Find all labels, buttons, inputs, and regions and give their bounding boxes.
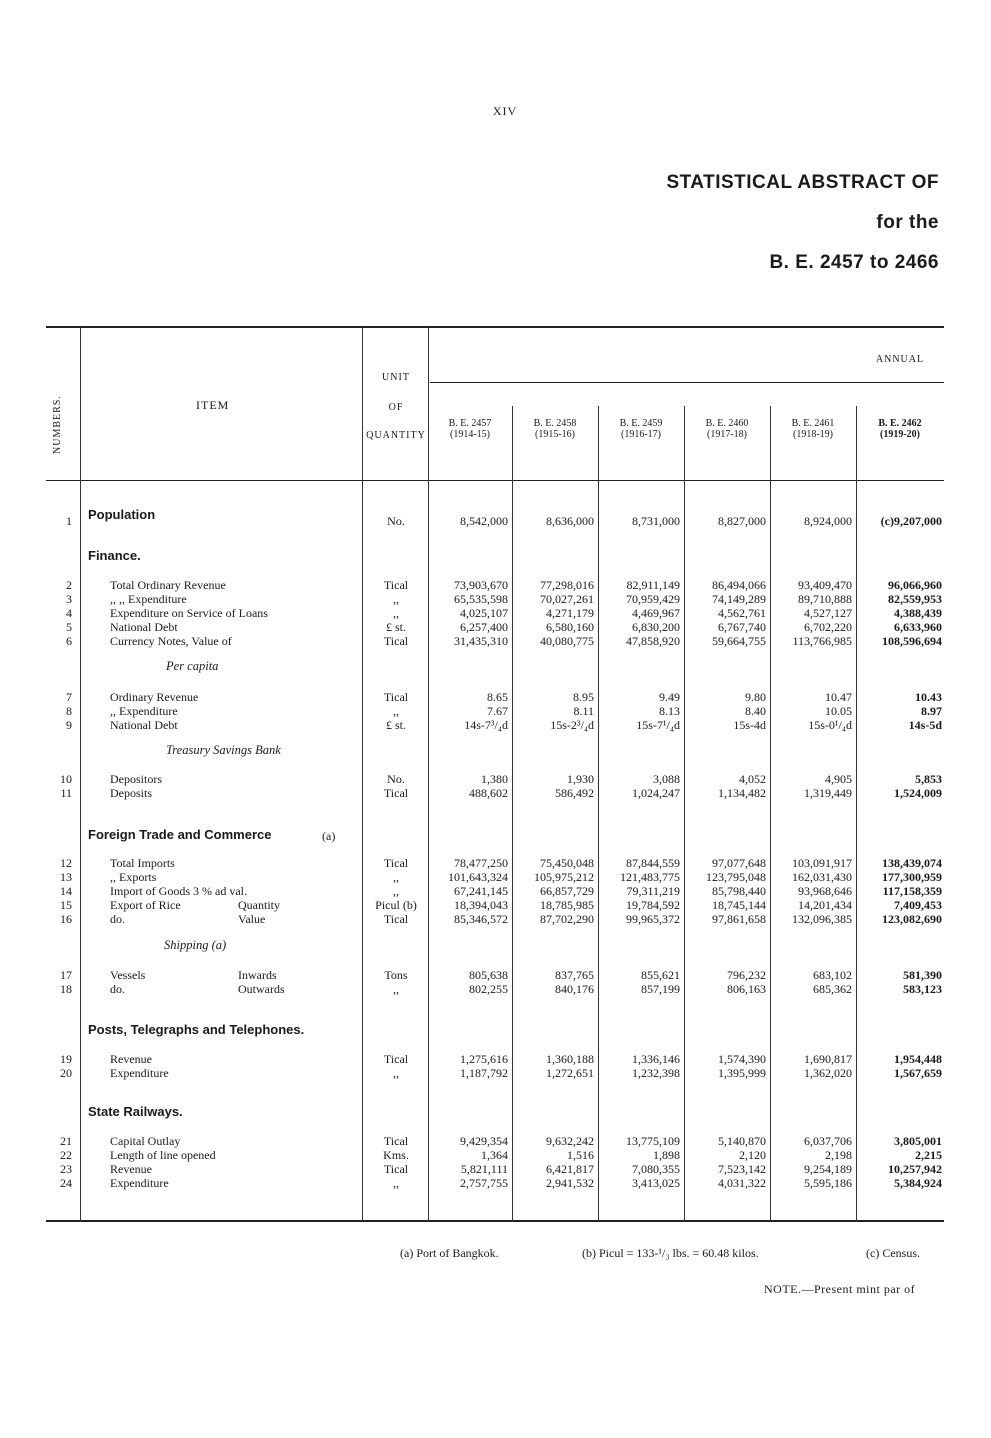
table-row bbox=[46, 870, 944, 884]
row-value: 2,757,755 bbox=[460, 1176, 508, 1190]
row-item: Currency Notes, Value of bbox=[110, 634, 232, 648]
year-ce: (1918-19) bbox=[793, 429, 833, 440]
section-per-capita: Per capita bbox=[166, 659, 219, 673]
row-value: 4,527,127 bbox=[804, 606, 852, 620]
row-value: 855,621 bbox=[641, 968, 680, 982]
row-item: ,, ,, Expenditure bbox=[110, 592, 187, 606]
row-number: 24 bbox=[60, 1176, 72, 1190]
table-row bbox=[46, 856, 944, 870]
row-value: 5,821,111 bbox=[460, 1162, 508, 1176]
row-value: 802,255 bbox=[469, 982, 508, 996]
table-row bbox=[46, 772, 944, 786]
row-unit: ,, bbox=[393, 884, 399, 898]
row-value: 15s-2³/₄d bbox=[550, 718, 594, 732]
row-item: Depositors bbox=[110, 772, 162, 786]
row-unit: Tical bbox=[383, 578, 409, 592]
row-item: Expenditure bbox=[110, 1066, 169, 1080]
year-header-2460 bbox=[686, 418, 768, 440]
row-number: 18 bbox=[60, 982, 72, 996]
row-value: 1,364 bbox=[481, 1148, 508, 1162]
row-number: 15 bbox=[60, 898, 72, 912]
row-value: 5,384,924 bbox=[894, 1176, 942, 1190]
row-item: Total Ordinary Revenue bbox=[110, 578, 226, 592]
year-be: B. E. 2462 bbox=[878, 418, 922, 429]
row-value: 13,775,109 bbox=[626, 1134, 680, 1148]
row-value: 1,232,398 bbox=[632, 1066, 680, 1080]
row-number: 4 bbox=[66, 606, 72, 620]
row-value: 1,272,651 bbox=[546, 1066, 594, 1080]
row-value: 9.49 bbox=[659, 690, 680, 704]
row-value: 89,710,888 bbox=[798, 592, 852, 606]
row-value: 103,091,917 bbox=[792, 856, 852, 870]
row-value: 1,319,449 bbox=[804, 786, 852, 800]
table-row bbox=[46, 1176, 944, 1190]
row-item-qualifier: Quantity bbox=[238, 898, 280, 912]
row-unit: Kms. bbox=[383, 1148, 409, 1162]
year-ce: (1919-20) bbox=[880, 429, 920, 440]
row-item: Revenue bbox=[110, 1052, 152, 1066]
row-value: 82,559,953 bbox=[888, 592, 942, 606]
row-value: 857,199 bbox=[641, 982, 680, 996]
row-value: 4,562,761 bbox=[718, 606, 766, 620]
row-value: 8.11 bbox=[573, 704, 594, 718]
row-value: 4,469,967 bbox=[632, 606, 680, 620]
row-value: 15s-0¹/₄d bbox=[808, 718, 852, 732]
row-value: 14s-5d bbox=[908, 718, 942, 732]
row-unit: Tical bbox=[383, 786, 409, 800]
row-value: 1,380 bbox=[481, 772, 508, 786]
col-rule bbox=[684, 406, 685, 1222]
row-value: 8.97 bbox=[921, 704, 942, 718]
row-number: 22 bbox=[60, 1148, 72, 1162]
row-value: 2,215 bbox=[915, 1148, 942, 1162]
row-value: 1,360,188 bbox=[546, 1052, 594, 1066]
row-value: 1,275,616 bbox=[460, 1052, 508, 1066]
row-number: 10 bbox=[60, 772, 72, 786]
row-value: 66,857,729 bbox=[540, 884, 594, 898]
row-item: ,, Exports bbox=[110, 870, 157, 884]
row-value: 685,362 bbox=[813, 982, 852, 996]
row-value: 19,784,592 bbox=[626, 898, 680, 912]
row-value: 10,257,942 bbox=[888, 1162, 942, 1176]
row-unit: Tons bbox=[384, 968, 408, 982]
section-population: Population bbox=[88, 507, 156, 522]
section-foreign-trade: Foreign Trade and Commerce bbox=[88, 827, 272, 842]
row-value: 6,702,220 bbox=[804, 620, 852, 634]
row-number: 7 bbox=[66, 690, 72, 704]
row-number: 20 bbox=[60, 1066, 72, 1080]
row-value: (c)9,207,000 bbox=[880, 514, 942, 528]
row-number: 12 bbox=[60, 856, 72, 870]
year-be: B. E. 2461 bbox=[791, 418, 835, 429]
table-row bbox=[46, 1066, 944, 1080]
year-be: B. E. 2458 bbox=[533, 418, 577, 429]
row-value: 806,163 bbox=[727, 982, 766, 996]
row-value: 177,300,959 bbox=[882, 870, 942, 884]
row-unit: £ st. bbox=[385, 718, 406, 732]
row-value: 18,745,144 bbox=[712, 898, 766, 912]
row-unit: ,, bbox=[393, 870, 399, 884]
row-value: 15s-4d bbox=[733, 718, 766, 732]
row-value: 1,954,448 bbox=[894, 1052, 942, 1066]
row-value: 40,080,775 bbox=[540, 634, 594, 648]
row-item: Expenditure on Service of Loans bbox=[110, 606, 268, 620]
row-value: 8.65 bbox=[487, 690, 508, 704]
row-value: 1,516 bbox=[567, 1148, 594, 1162]
row-item: Expenditure bbox=[110, 1176, 169, 1190]
unit-header-1: UNIT bbox=[382, 372, 410, 383]
row-item: Total Imports bbox=[110, 856, 175, 870]
row-value: 6,633,960 bbox=[894, 620, 942, 634]
row-item: Deposits bbox=[110, 786, 152, 800]
title-line-2: for the bbox=[876, 212, 939, 233]
row-unit: ,, bbox=[393, 592, 399, 606]
row-value: 1,134,482 bbox=[718, 786, 766, 800]
row-number: 19 bbox=[60, 1052, 72, 1066]
row-number: 17 bbox=[60, 968, 72, 982]
row-value: 5,595,186 bbox=[804, 1176, 852, 1190]
annual-header: ANNUAL bbox=[875, 354, 925, 365]
row-number: 8 bbox=[66, 704, 72, 718]
row-unit: No. bbox=[387, 514, 405, 528]
row-value: 108,596,694 bbox=[882, 634, 942, 648]
row-value: 488,602 bbox=[469, 786, 508, 800]
row-value: 70,959,429 bbox=[626, 592, 680, 606]
row-number: 9 bbox=[66, 718, 72, 732]
row-item: Vessels bbox=[110, 968, 146, 982]
footnote-c: (c) Census. bbox=[866, 1246, 920, 1260]
row-value: 2,941,532 bbox=[546, 1176, 594, 1190]
row-unit: Tical bbox=[383, 690, 409, 704]
row-value: 67,241,145 bbox=[454, 884, 508, 898]
row-item: Capital Outlay bbox=[110, 1134, 181, 1148]
table-row bbox=[46, 606, 944, 620]
row-value: 1,395,999 bbox=[718, 1066, 766, 1080]
row-item: do. bbox=[110, 982, 125, 996]
row-value: 10.43 bbox=[915, 690, 942, 704]
table-row bbox=[46, 514, 944, 528]
row-value: 85,798,440 bbox=[712, 884, 766, 898]
row-value: 79,311,219 bbox=[626, 884, 680, 898]
item-header: ITEM bbox=[196, 398, 230, 412]
row-value: 7.67 bbox=[487, 704, 508, 718]
row-value: 87,702,290 bbox=[540, 912, 594, 926]
row-value: 8,636,000 bbox=[546, 514, 594, 528]
row-unit: ,, bbox=[393, 982, 399, 996]
row-number: 16 bbox=[60, 912, 72, 926]
row-unit: Tical bbox=[383, 912, 409, 926]
row-value: 8,827,000 bbox=[718, 514, 766, 528]
year-be: B. E. 2459 bbox=[619, 418, 663, 429]
row-value: 117,158,359 bbox=[882, 884, 942, 898]
row-value: 73,903,670 bbox=[454, 578, 508, 592]
row-item: Export of Rice bbox=[110, 898, 181, 912]
row-number: 14 bbox=[60, 884, 72, 898]
row-value: 1,362,020 bbox=[804, 1066, 852, 1080]
row-value: 93,968,646 bbox=[798, 884, 852, 898]
row-value: 796,232 bbox=[727, 968, 766, 982]
row-number: 3 bbox=[66, 592, 72, 606]
row-value: 97,861,658 bbox=[712, 912, 766, 926]
row-value: 9.80 bbox=[745, 690, 766, 704]
row-value: 805,638 bbox=[469, 968, 508, 982]
row-value: 18,785,985 bbox=[540, 898, 594, 912]
row-value: 65,535,598 bbox=[454, 592, 508, 606]
row-unit: Picul (b) bbox=[375, 898, 417, 912]
row-value: 87,844,559 bbox=[626, 856, 680, 870]
col-rule bbox=[856, 406, 857, 1222]
foreign-trade-note: (a) bbox=[322, 829, 336, 843]
row-value: 7,080,355 bbox=[632, 1162, 680, 1176]
row-value: 1,567,659 bbox=[894, 1066, 942, 1080]
row-value: 93,409,470 bbox=[798, 578, 852, 592]
col-rule bbox=[512, 406, 513, 1222]
page-title bbox=[666, 172, 939, 274]
row-item: National Debt bbox=[110, 718, 178, 732]
row-unit: Tical bbox=[383, 1052, 409, 1066]
row-value: 82,911,149 bbox=[626, 578, 680, 592]
row-value: 138,439,074 bbox=[882, 856, 942, 870]
footnote-note: NOTE.—Present mint par of bbox=[764, 1282, 916, 1296]
row-value: 14s-7³/₄d bbox=[464, 718, 508, 732]
title-line-3: B. E. 2457 to 2466 bbox=[769, 252, 939, 273]
row-value: 14,201,434 bbox=[798, 898, 852, 912]
row-unit: ,, bbox=[393, 1176, 399, 1190]
unit-header-2: OF bbox=[388, 402, 404, 413]
table-row bbox=[46, 718, 944, 732]
row-unit: No. bbox=[387, 772, 405, 786]
row-value: 6,767,740 bbox=[718, 620, 766, 634]
row-value: 3,088 bbox=[653, 772, 680, 786]
row-unit: Tical bbox=[383, 856, 409, 870]
table-row bbox=[46, 704, 944, 718]
section-finance: Finance. bbox=[88, 548, 141, 563]
row-value: 586,492 bbox=[555, 786, 594, 800]
col-rule bbox=[770, 406, 771, 1222]
year-header-2459 bbox=[600, 418, 682, 440]
row-value: 6,580,160 bbox=[546, 620, 594, 634]
row-value: 7,523,142 bbox=[718, 1162, 766, 1176]
row-value: 8,731,000 bbox=[632, 514, 680, 528]
row-unit: Tical bbox=[383, 1162, 409, 1176]
row-unit: ,, bbox=[393, 606, 399, 620]
row-value: 8.95 bbox=[573, 690, 594, 704]
annual-rule bbox=[430, 382, 944, 383]
row-value: 86,494,066 bbox=[712, 578, 766, 592]
row-value: 6,421,817 bbox=[546, 1162, 594, 1176]
table-row bbox=[46, 912, 944, 926]
row-value: 7,409,453 bbox=[894, 898, 942, 912]
row-value: 31,435,310 bbox=[454, 634, 508, 648]
col-rule bbox=[598, 406, 599, 1222]
row-item: Length of line opened bbox=[110, 1148, 216, 1162]
row-value: 6,830,200 bbox=[632, 620, 680, 634]
numbers-header: NUMBERS. bbox=[52, 395, 63, 454]
row-value: 8,542,000 bbox=[460, 514, 508, 528]
table-row bbox=[46, 884, 944, 898]
row-value: 78,477,250 bbox=[454, 856, 508, 870]
row-value: 123,082,690 bbox=[882, 912, 942, 926]
row-value: 70,027,261 bbox=[540, 592, 594, 606]
row-value: 1,930 bbox=[567, 772, 594, 786]
row-value: 18,394,043 bbox=[454, 898, 508, 912]
row-value: 99,965,372 bbox=[626, 912, 680, 926]
row-value: 1,024,247 bbox=[632, 786, 680, 800]
row-unit: Tical bbox=[383, 1134, 409, 1148]
row-value: 74,149,289 bbox=[712, 592, 766, 606]
table-row bbox=[46, 592, 944, 606]
row-value: 97,077,648 bbox=[712, 856, 766, 870]
row-number: 23 bbox=[60, 1162, 72, 1176]
table-row bbox=[46, 982, 944, 996]
year-ce: (1917-18) bbox=[707, 429, 747, 440]
row-value: 85,346,572 bbox=[454, 912, 508, 926]
year-header-2461 bbox=[772, 418, 854, 440]
row-value: 113,766,985 bbox=[792, 634, 852, 648]
year-ce: (1915-16) bbox=[535, 429, 575, 440]
row-value: 2,120 bbox=[739, 1148, 766, 1162]
row-value: 4,052 bbox=[739, 772, 766, 786]
year-ce: (1914-15) bbox=[450, 429, 490, 440]
row-number: 11 bbox=[60, 786, 72, 800]
row-value: 8,924,000 bbox=[804, 514, 852, 528]
unit-header-3: QUANTITY bbox=[366, 430, 426, 441]
row-item-qualifier: Inwards bbox=[238, 968, 277, 982]
row-value: 1,336,146 bbox=[632, 1052, 680, 1066]
title-line-1: STATISTICAL ABSTRACT OF bbox=[666, 172, 939, 193]
year-header-2462 bbox=[858, 418, 942, 440]
row-value: 1,898 bbox=[653, 1148, 680, 1162]
row-value: 1,524,009 bbox=[894, 786, 942, 800]
row-value: 8.13 bbox=[659, 704, 680, 718]
row-value: 3,413,025 bbox=[632, 1176, 680, 1190]
row-unit: ,, bbox=[393, 1066, 399, 1080]
row-value: 8.40 bbox=[745, 704, 766, 718]
row-number: 13 bbox=[60, 870, 72, 884]
row-value: 9,632,242 bbox=[546, 1134, 594, 1148]
row-value: 121,483,775 bbox=[620, 870, 680, 884]
row-unit: Tical bbox=[383, 634, 409, 648]
row-value: 123,795,048 bbox=[706, 870, 766, 884]
row-value: 10.05 bbox=[825, 704, 852, 718]
table-top-rule bbox=[46, 326, 944, 328]
row-item: National Debt bbox=[110, 620, 178, 634]
row-value: 6,037,706 bbox=[804, 1134, 852, 1148]
row-value: 77,298,016 bbox=[540, 578, 594, 592]
row-item: Revenue bbox=[110, 1162, 152, 1176]
row-value: 105,975,212 bbox=[534, 870, 594, 884]
table-row bbox=[46, 690, 944, 704]
table-row bbox=[46, 578, 944, 592]
row-value: 3,805,001 bbox=[894, 1134, 942, 1148]
year-ce: (1916-17) bbox=[621, 429, 661, 440]
table-row bbox=[46, 634, 944, 648]
row-value: 581,390 bbox=[903, 968, 942, 982]
row-value: 75,450,048 bbox=[540, 856, 594, 870]
year-be: B. E. 2457 bbox=[448, 418, 492, 429]
table-row bbox=[46, 1162, 944, 1176]
year-header-2457 bbox=[430, 418, 510, 440]
table-row bbox=[46, 898, 944, 912]
row-value: 101,643,324 bbox=[448, 870, 508, 884]
row-item: Ordinary Revenue bbox=[110, 690, 199, 704]
header-bottom-rule bbox=[46, 480, 944, 481]
row-value: 6,257,400 bbox=[460, 620, 508, 634]
table-row bbox=[46, 1148, 944, 1162]
row-value: 9,429,354 bbox=[460, 1134, 508, 1148]
row-item: ,, Expenditure bbox=[110, 704, 178, 718]
row-value: 59,664,755 bbox=[712, 634, 766, 648]
statistics-table bbox=[46, 326, 944, 1222]
footnote-a: (a) Port of Bangkok. bbox=[400, 1246, 499, 1260]
row-number: 6 bbox=[66, 634, 72, 648]
row-value: 840,176 bbox=[555, 982, 594, 996]
row-value: 1,574,390 bbox=[718, 1052, 766, 1066]
year-be: B. E. 2460 bbox=[705, 418, 749, 429]
row-value: 96,066,960 bbox=[888, 578, 942, 592]
table-row bbox=[46, 786, 944, 800]
section-treasury: Treasury Savings Bank bbox=[166, 743, 281, 757]
row-value: 683,102 bbox=[813, 968, 852, 982]
row-item: do. bbox=[110, 912, 125, 926]
row-value: 10.47 bbox=[825, 690, 852, 704]
footnote-b: (b) Picul = 133-¹/₃ lbs. = 60.48 kilos. bbox=[582, 1246, 759, 1260]
row-value: 4,025,107 bbox=[460, 606, 508, 620]
row-value: 837,765 bbox=[555, 968, 594, 982]
row-value: 583,123 bbox=[903, 982, 942, 996]
row-item-qualifier: Outwards bbox=[238, 982, 285, 996]
table-bottom-rule bbox=[46, 1220, 944, 1222]
row-value: 1,690,817 bbox=[804, 1052, 852, 1066]
table-row bbox=[46, 968, 944, 982]
row-unit: ,, bbox=[393, 704, 399, 718]
row-value: 47,858,920 bbox=[626, 634, 680, 648]
row-item-qualifier: Value bbox=[238, 912, 266, 926]
row-value: 1,187,792 bbox=[460, 1066, 508, 1080]
section-railways: State Railways. bbox=[88, 1104, 183, 1119]
row-value: 15s-7¹/₄d bbox=[636, 718, 680, 732]
row-value: 4,905 bbox=[825, 772, 852, 786]
row-value: 4,271,179 bbox=[546, 606, 594, 620]
row-value: 9,254,189 bbox=[804, 1162, 852, 1176]
table-row bbox=[46, 1134, 944, 1148]
page-number: XIV bbox=[492, 104, 518, 118]
row-value: 4,388,439 bbox=[894, 606, 942, 620]
row-value: 4,031,322 bbox=[718, 1176, 766, 1190]
year-header-2458 bbox=[514, 418, 596, 440]
section-shipping: Shipping (a) bbox=[164, 938, 227, 952]
row-item: Import of Goods 3 % ad val. bbox=[110, 884, 247, 898]
row-number: 2 bbox=[66, 578, 72, 592]
row-value: 162,031,430 bbox=[792, 870, 852, 884]
row-value: 2,198 bbox=[825, 1148, 852, 1162]
row-value: 5,140,870 bbox=[718, 1134, 766, 1148]
row-number: 5 bbox=[66, 620, 72, 634]
row-number: 1 bbox=[66, 514, 72, 528]
row-value: 5,853 bbox=[915, 772, 942, 786]
table-row bbox=[46, 620, 944, 634]
table-row bbox=[46, 1052, 944, 1066]
section-posts: Posts, Telegraphs and Telephones. bbox=[88, 1022, 305, 1037]
row-value: 132,096,385 bbox=[792, 912, 852, 926]
row-unit: £ st. bbox=[385, 620, 406, 634]
row-number: 21 bbox=[60, 1134, 72, 1148]
